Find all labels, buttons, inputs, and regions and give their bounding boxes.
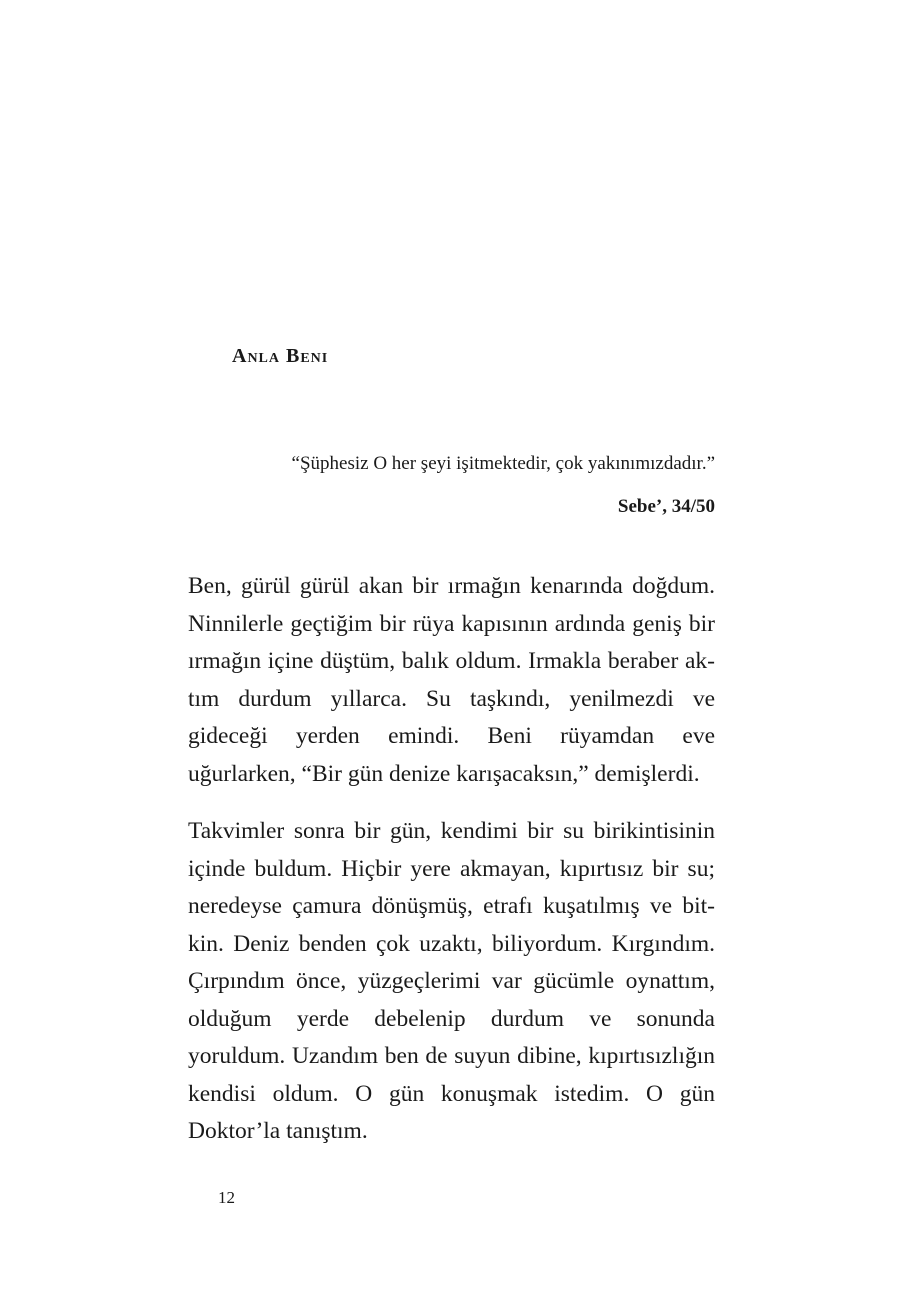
paragraph-2: Takvimler sonra bir gün, kendimi bir su birikintisinin içinde buldum. Hiçbir yere akmayan, kıpırtısız bir su; neredeyse çamura dönüşmüş, etrafı kuşatılmış ve bitkin. Deniz benden çok uzaktı, biliyordum. Kırgındım. Çırpındım önce, yüzgeçlerimi var gücümle oynattım, olduğum yerde debelenip durdum ve sonunda yoruldum. Uzandım ben de suyun dibine, kıpırtısızlığın kendisi oldum. O gün konuşmak istedim. O gün Doktor’la tanıştım. <box>188 818 715 1144</box>
body-text <box>188 568 715 1171</box>
chapter-title: Anla Beni <box>232 345 329 367</box>
epigraph <box>188 450 715 521</box>
paragraph-1: Ben, gürül gürül akan bir ırmağın kenarında doğdum. Ninnilerle geçtiğim bir rüya kapısının ardında geniş bir ırmağın içine düştüm, balık oldum. Irmakla beraber aktım durdum yıllarca. Su taşkındı, yenilmezdi ve gideceği yerden emindi. Beni rüyamdan eve uğurlarken, “Bir gün denize karışacaksın,” demişlerdi. <box>188 573 715 787</box>
page-number: 12 <box>218 1188 235 1207</box>
epigraph-quote: “Şüphesiz O her şeyi işitmektedir, çok yakınımızdadır.” <box>291 453 715 474</box>
epigraph-source: Sebe’, 34/50 <box>617 496 715 517</box>
